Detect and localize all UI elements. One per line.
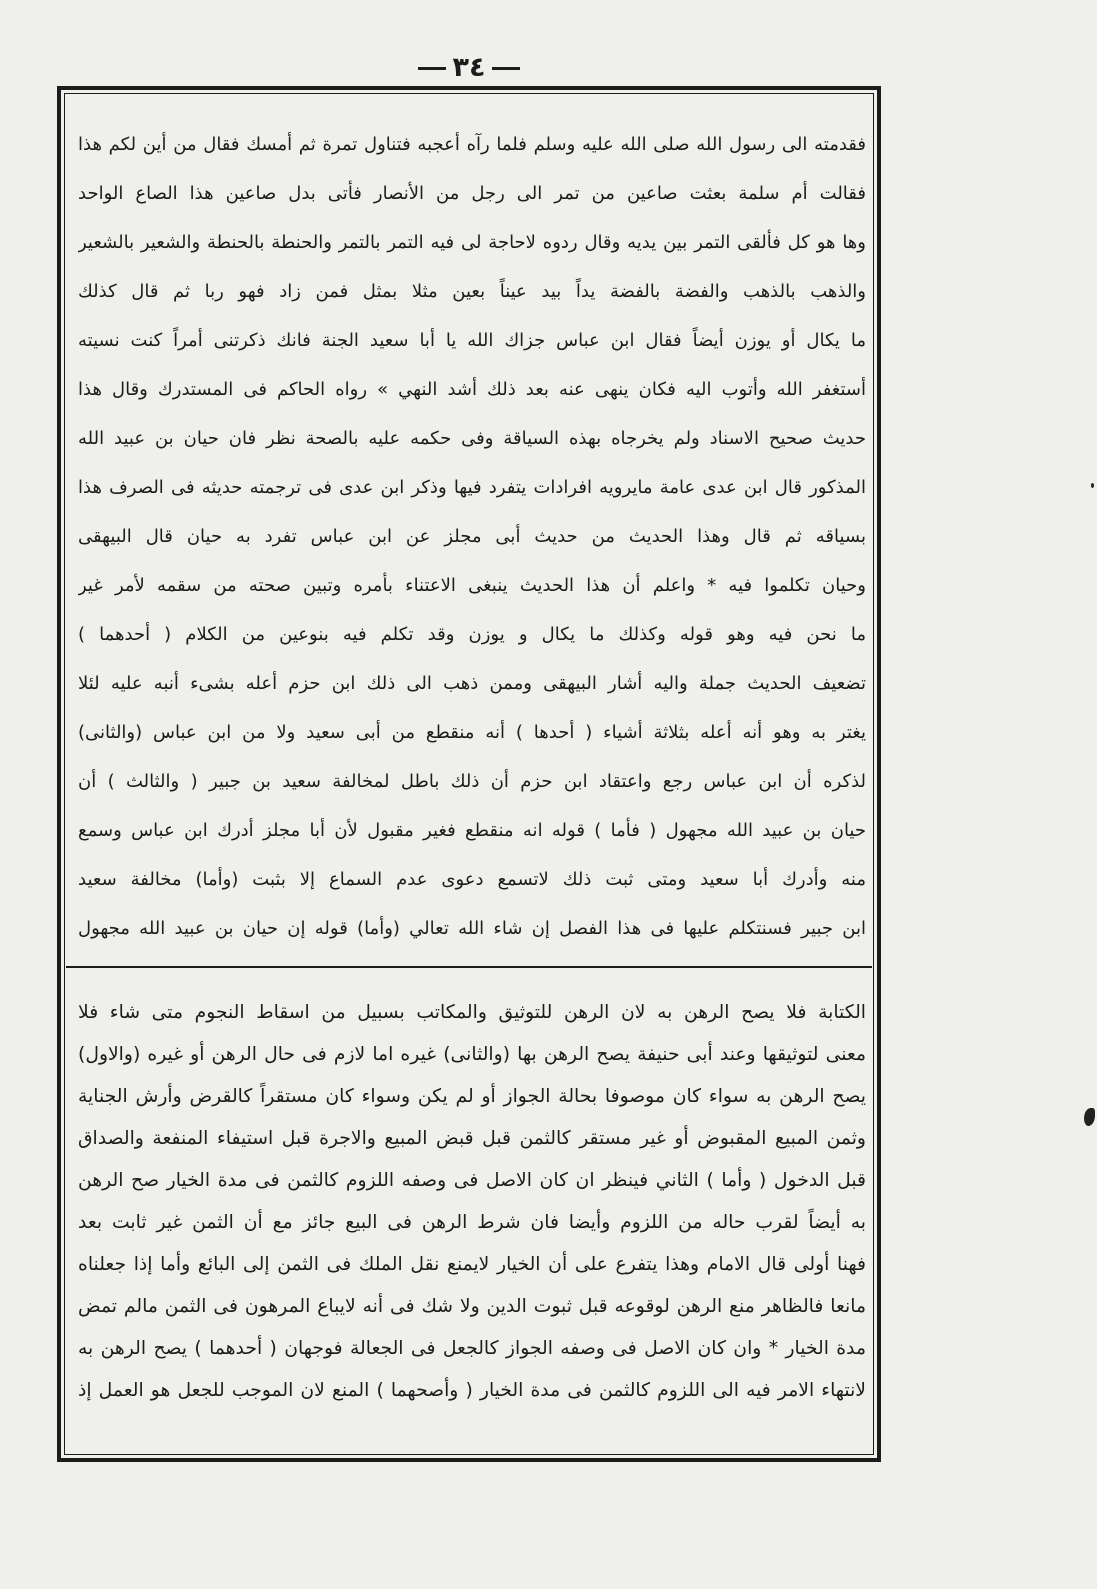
main-text-line: وحيان تكلموا فيه * واعلم أن هذا الحديث ينبغى الاعتناء بأمره وتبين صحته من سقمه لأمر غير xyxy=(78,575,866,596)
page-number-dash-left xyxy=(418,67,446,70)
main-text-line: منه وأدرك أبا سعيد ومتى ثبت ذلك لاتسمع دعوى عدم السماع إلا بثبت (وأما) مخالفة سعيد xyxy=(78,869,866,890)
main-text-line: تضعيف الحديث جملة واليه أشار البيهقى وممن ذهب الى ذلك ابن حزم أعله بشىء أنبه عليه لئلا xyxy=(78,673,866,694)
scan-speck xyxy=(1084,1108,1095,1126)
footnote-line: يصح الرهن به سواء كان موصوفا بحالة الجواز أو لم يكن وسواء كان مستقراً كالقرض وأرش الجناية xyxy=(78,1086,866,1107)
main-text-line: ما نحن فيه وهو قوله وكذلك ما يكال و يوزن وقد تكلم فيه بنوعين من الكلام ( أحدهما ) xyxy=(78,624,866,645)
main-text-line: أستغفر الله وأتوب اليه فكان ينهى عنه بعد ذلك أشد النهي » رواه الحاكم فى المستدرك وقال هذا xyxy=(78,379,866,400)
page-number-dash-right xyxy=(492,67,520,70)
footnote-line: لانتهاء الامر فيه الى اللزوم كالثمن فى مدة الخيار ( وأصحهما ) المنع لان الموجب للجعل هو العمل إذ xyxy=(78,1380,866,1401)
main-text-line: المذكور قال ابن عدى عامة مايرويه افرادات يتفرد فيها وذكر ابن عدى فى ترجمته حديثه فى الصرف هذا xyxy=(78,477,866,498)
main-text-line: والذهب بالذهب والفضة بالفضة يداً بيد عيناً بعين مثلا بمثل فمن زاد فهو ربا ثم قال كذلك xyxy=(78,281,866,302)
main-text-line: لذكره أن ابن عباس رجع واعتقاد ابن حزم أن ذلك باطل لمخالفة سعيد بن جبير ( والثالث ) أن xyxy=(78,771,866,792)
footnote-line: قبل الدخول ( وأما ) الثاني فينظر ان كان الاصل فى وصفه اللزوم كالثمن فى مدة الخيار صح الرهن xyxy=(78,1170,866,1191)
footnote-line: وثمن المبيع المقبوض أو غير مستقر كالثمن قبل قبض المبيع والاجرة قبل استيفاء المنفعة والصداق xyxy=(78,1128,866,1149)
page-number-value: ٣٤ xyxy=(452,52,486,83)
footnote-separator xyxy=(66,966,872,968)
main-text-line: بسياقه ثم قال وهذا الحديث من حديث أبى مجلز عن ابن عباس تفرد به حيان قال البيهقى xyxy=(78,526,866,547)
main-text-line: حيان بن عبيد الله مجهول ( فأما ) قوله انه منقطع فغير مقبول لأن أبا مجلز أدرك ابن عباس وسمع xyxy=(78,820,866,841)
footnote-text xyxy=(78,992,866,1412)
main-text-line: يغتر به وهو أنه أعله بثلاثة أشياء ( أحدها ) أنه منقطع من أبى سعيد ولا من ابن عباس (والثانى) xyxy=(78,722,866,743)
main-text-line: فقدمته الى رسول الله صلى الله عليه وسلم فلما رآه أعجبه فتناول تمرة ثم أمسك فقال من أين لكم هذا xyxy=(78,134,866,155)
footnote-line: معنى لتوثيقها وعند أبى حنيفة يصح الرهن بها (والثانى) غيره اما لازم فى حال الرهن أو غيره (والاول) xyxy=(78,1044,866,1065)
main-text-line: ما يكال أو يوزن أيضاً فقال ابن عباس جزاك الله يا أبا سعيد الجنة فانك ذكرتنى أمراً كنت نسيته xyxy=(78,330,866,351)
footnote-line: فهنا أولى قال الامام وهذا يتفرع على أن الخيار لايمنع نقل الملك فى الثمن إلى البائع وأما إذا جعلناه xyxy=(78,1254,866,1275)
footnote-line: الكتابة فلا يصح الرهن به لان الرهن للتوثيق والمكاتب بسبيل من اسقاط النجوم متى شاء فلا xyxy=(78,1002,866,1023)
main-text-line: حديث صحيح الاسناد ولم يخرجاه بهذه السياقة وفى حكمه عليه بالصحة نظر فان حيان بن عبيد الله xyxy=(78,428,866,449)
main-text-line: ابن جبير فسنتكلم عليها فى هذا الفصل إن شاء الله تعالي (وأما) قوله إن حيان بن عبيد الله مجهول xyxy=(78,918,866,939)
footnote-line: به أيضاً لقرب حاله من اللزوم وأيضا فان شرط الرهن فى البيع جائز مع أن الثمن غير ثابت بعد xyxy=(78,1212,866,1233)
scan-speck xyxy=(1091,483,1094,488)
footnote-line: مدة الخيار * وان كان الاصل فى وصفه الجواز كالجعل فى الجعالة فوجهان ( أحدهما ) يصح الرهن به xyxy=(78,1338,866,1359)
main-text xyxy=(78,120,866,953)
page-number xyxy=(369,50,569,86)
footnote-line: مانعا فالظاهر منع الرهن لوقوعه قبل ثبوت الدين ولا شك فى أنه لايباع المرهون فى الثمن مالم تمض xyxy=(78,1296,866,1317)
main-text-line: فقالت أم سلمة بعثت صاعين من تمر الى رجل من الأنصار فأتى بدل صاعين هذا الصاع الواحد xyxy=(78,183,866,204)
main-text-line: وها هو كل فألقى التمر بين يديه وقال ردوه لاحاجة لى فيه التمر بالتمر والحنطة بالحنطة والشعير بالشعير xyxy=(78,232,866,253)
